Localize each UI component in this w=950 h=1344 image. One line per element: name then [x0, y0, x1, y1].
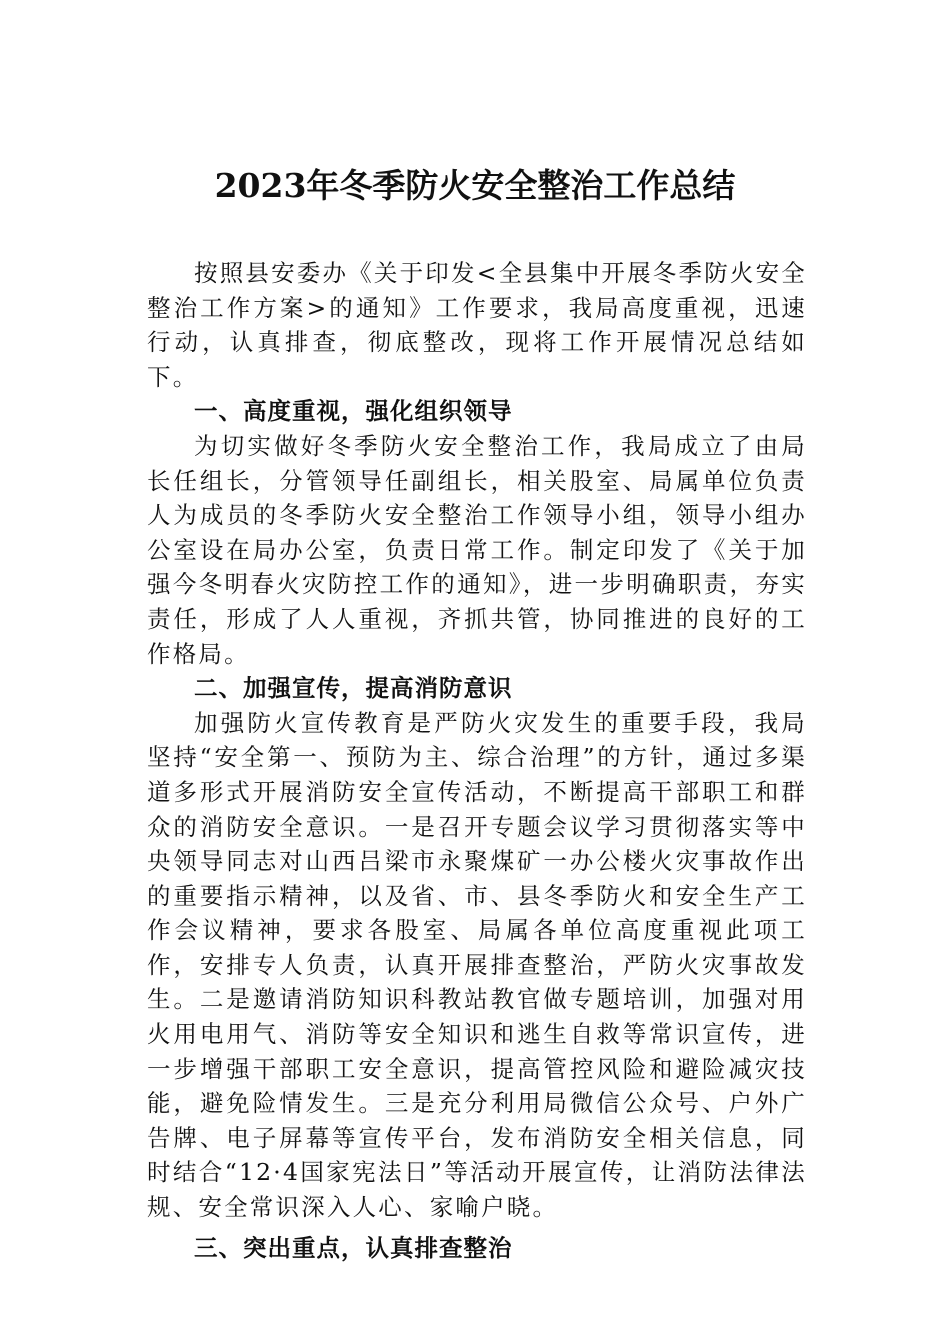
intro-paragraph: 按照县安委办《关于印发<全县集中开展冬季防火安全整治工作方案>的通知》工作要求，我局高度重视，迅速行动，认真排查，彻底整改，现将工作开展情况总结如下。 — [147, 259, 807, 391]
document-body — [147, 256, 807, 1265]
section-1-heading: 一、高度重视，强化组织领导 — [194, 397, 513, 426]
section-2-paragraph: 加强防火宣传教育是严防火灾发生的重要手段，我局坚持“安全第一、预防为主、综合治理”的方针，通过多渠道多形式开展消防安全宣传活动，不断提高干部职工和群众的消防安全意识。一是召开专题会议学习贯彻落实等中央领导同志对山西吕梁市永聚煤矿一办公楼火灾事故作出的重要指示精神，以及省、市、县冬季防火和安全生产工作会议精神，要求各股室、局属各单位高度重视此项工作，安排专人负责，认真开展排查整治，严防火灾事故发生。二是邀请消防知识科教站教官做专题培训，加强对用火用电用气、消防等安全知识和逃生自救等常识宣传，进一步增强干部职工安全意识，提高管控风险和避险减灾技能，避免险情发生。三是充分利用局微信公众号、户外广告牌、电子屏幕等宣传平台，发布消防安全相关信息，同时结合“12·4国家宪法日”等活动开展宣传，让消防法律法规、安全常识深入人心、家喻户晓。 — [147, 708, 807, 1222]
document-title: 2023年冬季防火安全整治工作总结 — [214, 166, 736, 205]
section-1-paragraph: 为切实做好冬季防火安全整治工作，我局成立了由局长任组长，分管领导任副组长，相关股室、局属单位负责人为成员的冬季防火安全整治工作领导小组，领导小组办公室设在局办公室，负责日常工作。制定印发了《关于加强今冬明春火灾防控工作的通知》，进一步明确职责，夯实责任，形成了人人重视，齐抓共管，协同推进的良好的工作格局。 — [147, 431, 807, 668]
section-3-heading: 三、突出重点，认真排查整治 — [194, 1233, 513, 1262]
section-2-heading: 二、加强宣传，提高消防意识 — [194, 674, 513, 703]
